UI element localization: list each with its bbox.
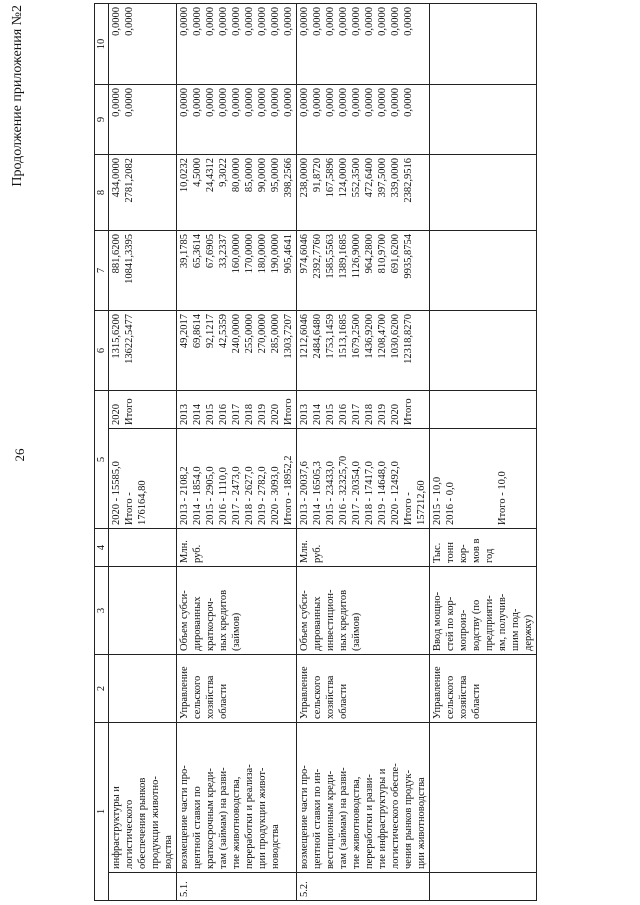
federal-funding: 974,6046 2392,7760 1585,5563 1389,1685 1126,9000 964,2800 810,9700 691,6200 9935,8754 xyxy=(297,231,430,311)
indicator: Объем субси- дированных краткосроч- ных кредитов (займов) xyxy=(177,567,297,655)
table-row xyxy=(297,4,430,901)
federal-funding: 39,1785 65,3614 67,6905 33,2337 160,0000 170,0000 180,0000 190,0000 905,4641 xyxy=(177,231,297,311)
indicator: Ввод мощно- стей по кор- мопроиз- водству (по предприяти- ям, получив- шим под- держку) xyxy=(430,567,537,655)
col-header-4: 4 xyxy=(95,529,109,567)
col-header-2: 2 xyxy=(95,655,109,723)
other-funding: 0,0000 0,0000 xyxy=(109,4,177,85)
measure-name: инфраструктуры и логистического обеспечения рынков продукции животно- водства xyxy=(109,723,177,873)
other-funding: 0,0000 0,0000 0,0000 0,0000 0,0000 0,0000 0,0000 0,0000 0,0000 xyxy=(297,4,430,85)
indicator: Объем субси- дированных инвестицион- ных кредитов (займов) xyxy=(297,567,430,655)
local-funding: 0,0000 0,0000 0,0000 0,0000 0,0000 0,0000 0,0000 0,0000 0,0000 xyxy=(177,85,297,155)
col-header-8: 8 xyxy=(95,155,109,231)
other-funding xyxy=(430,4,537,85)
executor: Управление сельского хозяйства области xyxy=(177,655,297,723)
row-number xyxy=(109,873,177,901)
executor: Управление сельского хозяйства области xyxy=(430,655,537,723)
header-title: Продолжение приложения №2 xyxy=(10,5,25,187)
col-header-5: 5 xyxy=(95,391,109,529)
row-number: 5.1. xyxy=(177,873,297,901)
regional-funding xyxy=(430,155,537,231)
row-number: 5.2. xyxy=(297,873,430,901)
col-header-9: 9 xyxy=(95,85,109,155)
regional-funding: 434,0000 2781,2082 xyxy=(109,155,177,231)
regional-funding: 238,0000 91,8720 167,5896 124,0000 552,3500 472,6400 397,5000 339,0000 2382,9516 xyxy=(297,155,430,231)
executor xyxy=(109,655,177,723)
other-funding: 0,0000 0,0000 0,0000 0,0000 0,0000 0,0000 0,0000 0,0000 0,0000 xyxy=(177,4,297,85)
measure-name xyxy=(430,723,537,873)
years: 2020 Итого xyxy=(109,391,177,429)
unit: Млн. руб. xyxy=(297,529,430,567)
indicator-values: 2013 - 20037,6 2014 - 16505,3 2015 - 23433,0 2016 - 32325,70 2017 - 20354,0 2018 - 17417,0 2019 - 14648,0 2020 - 12492,0 Итого - 157212,60 xyxy=(297,429,430,529)
indicator xyxy=(109,567,177,655)
indicator-values: 2020 - 15585,0 Итого - 176164,80 xyxy=(109,429,177,529)
measure-name: возмещение части про- центной ставки по ин- вестиционным креди- там (займам) на разви- тие животноводства, переработки и разви- тие инфраструктуры и логистического обеспе- чения рынков продук- ции животноводства xyxy=(297,723,430,873)
row-number xyxy=(430,873,537,901)
total-funding: 1315,6200 13622,5477 xyxy=(109,311,177,391)
table-row xyxy=(109,4,177,901)
column-number-row xyxy=(95,4,109,901)
col-header-1: 1 xyxy=(95,723,109,901)
program-table xyxy=(94,3,537,901)
col-header-7: 7 xyxy=(95,231,109,311)
years: 2013 2014 2015 2016 2017 2018 2019 2020 Итого xyxy=(297,391,430,429)
local-funding: 0,0000 0,0000 0,0000 0,0000 0,0000 0,0000 0,0000 0,0000 0,0000 xyxy=(297,85,430,155)
years xyxy=(430,391,537,429)
federal-funding: 881,6200 10841,3395 xyxy=(109,231,177,311)
table-row xyxy=(177,4,297,901)
federal-funding xyxy=(430,231,537,311)
regional-funding: 10,0232 4,5000 24,4312 9,3022 80,0000 85,0000 90,0000 95,0000 398,2566 xyxy=(177,155,297,231)
total-funding: 1212,6046 2484,6480 1753,1459 1513,1685 1679,2500 1436,9200 1208,4700 1030,6200 12318,8270 xyxy=(297,311,430,391)
col-header-10: 10 xyxy=(95,4,109,85)
indicator-values: 2013 - 2108,2 2014 - 1854,0 2015 - 2905,0 2016 - 1110,0 2017 - 2473,0 2018 - 2627,0 2019 - 2782,0 2020 - 3093,0 Итого - 18952,2 xyxy=(177,429,297,529)
col-header-3: 3 xyxy=(95,567,109,655)
table-row xyxy=(430,4,537,901)
total-funding xyxy=(430,311,537,391)
unit: Тыс. тонн кор- мов в год xyxy=(430,529,537,567)
local-funding xyxy=(430,85,537,155)
col-header-6: 6 xyxy=(95,311,109,391)
total-funding: 49,2017 69,8614 92,1217 42,5359 240,0000 255,0000 270,0000 285,0000 1303,7207 xyxy=(177,311,297,391)
measure-name: возмещение части про- центной ставки по краткосрочным креди- там (займам) на разви- тие животноводства, переработки и реализа- ции продукции живот- новодства xyxy=(177,723,297,873)
indicator-values: 2015 - 10,0 2016 - 0,0 Итого - 10,0 xyxy=(430,429,537,529)
unit: Млн. руб. xyxy=(177,529,297,567)
executor: Управление сельского хозяйства области xyxy=(297,655,430,723)
local-funding: 0,0000 0,0000 xyxy=(109,85,177,155)
page-number: 26 xyxy=(12,448,27,462)
years: 2013 2014 2015 2016 2017 2018 2019 2020 Итого xyxy=(177,391,297,429)
unit xyxy=(109,529,177,567)
